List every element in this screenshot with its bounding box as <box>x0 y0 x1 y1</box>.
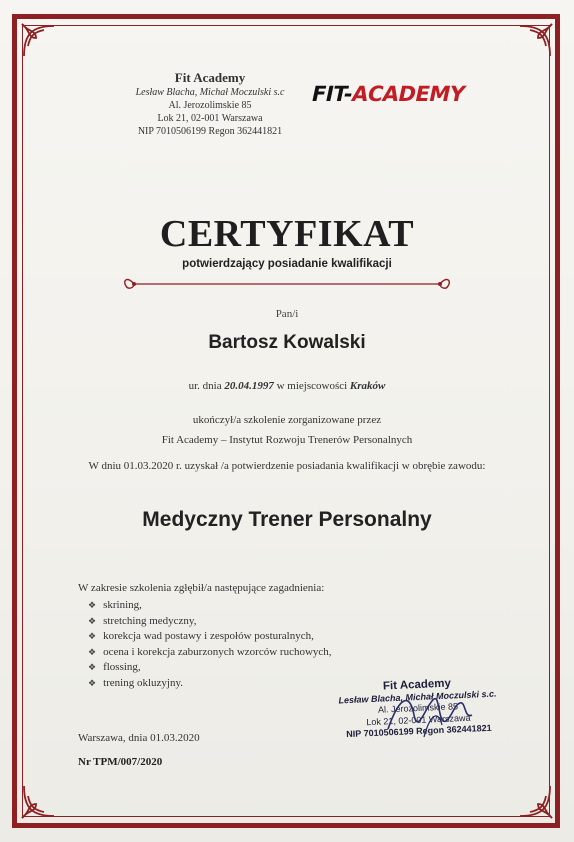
issuer-city: Lok 21, 02-001 Warszawa <box>157 113 263 124</box>
handwritten-signature <box>380 685 480 745</box>
issue-place-date: Warszawa, dnia 01.03.2020 <box>78 732 200 744</box>
list-item-text: flossing, <box>103 661 141 673</box>
issuer-company-name: Fit Academy <box>174 70 246 85</box>
list-item <box>88 676 332 692</box>
birth-date: 20.04.1997 <box>224 380 274 392</box>
birth-prefix: ur. dnia <box>188 380 225 392</box>
salutation: Pan/i <box>275 308 299 320</box>
issuer-owners: Lesław Blacha, Michał Moczulski s.c <box>135 87 285 98</box>
organizer-name: Fit Academy – Instytut Rozwoju Trenerów Personalnych <box>161 434 413 446</box>
corner-ornament-bottom-right <box>504 770 560 826</box>
stamp-owners: Lesław Blacha, Michał Moczulski s.c. <box>338 688 497 705</box>
certificate-title: CERTYFIKAT <box>159 213 415 255</box>
corner-ornament-top-left <box>14 16 70 72</box>
list-item-text: skrining, <box>103 599 142 611</box>
certificate-number: Nr TPM/007/2020 <box>78 756 163 768</box>
diamond-bullet-icon: ❖ <box>88 678 97 689</box>
diamond-bullet-icon: ❖ <box>88 647 97 658</box>
scope-intro: W zakresie szkolenia zgłębił/a następujące zagadnienia: <box>78 582 325 594</box>
diamond-bullet-icon: ❖ <box>88 663 97 673</box>
list-item-text: trening okluzyjny. <box>103 676 184 689</box>
birth-middle: w miejscowości <box>273 380 350 392</box>
list-item-text: korekcja wad postawy i zespołów posturalnych, <box>103 630 314 642</box>
qualification-statement: W dniu 01.03.2020 r. uzyskał /a potwierdzenie posiadania kwalifikacji w obrębie zawodu: <box>88 460 486 472</box>
list-item <box>88 660 332 676</box>
birth-place: Kraków <box>349 380 386 392</box>
corner-ornament-bottom-left <box>14 770 70 826</box>
logo-text-fit: FIT- <box>309 82 355 106</box>
list-item <box>88 629 332 645</box>
list-item-text: stretching medyczny, <box>103 614 197 627</box>
list-item-text: ocena i korekcja zaburzonych wzorców ruchowych, <box>103 645 332 658</box>
completion-statement: ukończył/a szkolenie zorganizowane przez <box>192 414 382 426</box>
stamp-nip-regon: NIP 7010506199 Regon 362441821 <box>346 722 492 740</box>
certificate-subtitle: potwierdzający posiadanie kwalifikacji <box>182 258 392 270</box>
profession-title: Medyczny Trener Personalny <box>142 508 432 531</box>
corner-ornament-top-right <box>504 16 560 72</box>
logo-text-academy: ACADEMY <box>349 82 467 106</box>
diamond-bullet-icon: ❖ <box>88 616 97 627</box>
stamp-street: Al. Jerozolimskie 85 <box>377 701 459 715</box>
list-item <box>88 598 332 614</box>
fit-academy-logo <box>309 82 467 106</box>
stamp-city: Lok 21, 02-001 Warszawa <box>366 712 471 727</box>
diamond-bullet-icon: ❖ <box>88 632 97 642</box>
issuer-street: Al. Jerozolimskie 85 <box>168 100 252 111</box>
list-item <box>88 614 332 630</box>
recipient-name: Bartosz Kowalski <box>208 332 366 353</box>
diamond-bullet-icon: ❖ <box>88 601 97 611</box>
list-item <box>88 645 332 661</box>
stamp-company: Fit Academy <box>382 677 452 693</box>
ornamental-divider <box>120 272 454 296</box>
birth-details <box>0 380 574 392</box>
scope-list <box>88 598 332 691</box>
issuer-nip-regon: NIP 7010506199 Regon 362441821 <box>137 126 283 137</box>
